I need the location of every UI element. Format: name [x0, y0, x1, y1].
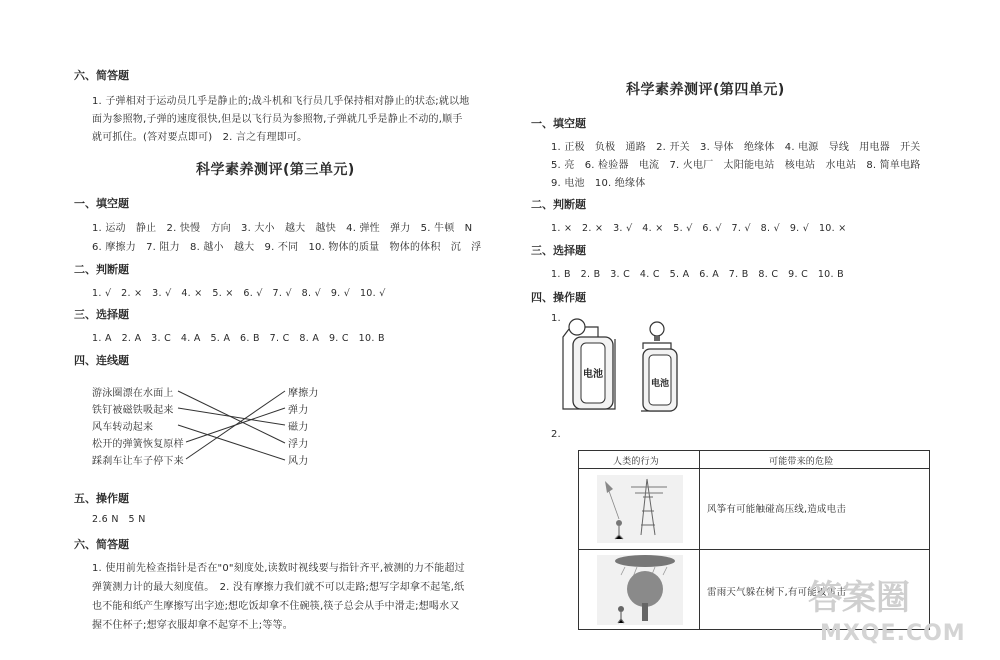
unit4-op-heading: 四、操作题 — [531, 291, 586, 304]
short-answer-heading-bottom: 六、简答题 — [74, 538, 129, 551]
connect-right-item: 摩擦力 — [288, 388, 319, 399]
unit4-choice-heading: 三、选择题 — [531, 244, 586, 257]
unit3-fill-line2: 6. 摩擦力 7. 阻力 8. 越小 越大 9. 不同 10. 物体的质量 物体的体积 沉 浮 — [92, 242, 482, 253]
connect-left-item: 风车转动起来 — [92, 422, 154, 433]
connect-left-item: 踩刹车让车子停下来 — [92, 456, 184, 467]
short-answer-bottom-line1: 1. 使用前先检查指针是否在"0"刻度处,读数时视线要与指针齐平,被测的力不能超过 — [92, 563, 465, 574]
unit3-judge-answers: 1. √ 2. × 3. √ 4. × 5. × 6. √ 7. √ 8. √ 9. √ 10. √ — [92, 288, 386, 299]
unit3-choice-heading: 三、选择题 — [74, 308, 129, 321]
unit3-connect-heading: 四、连线题 — [74, 354, 129, 367]
kite-powerline-image — [597, 475, 683, 543]
short-answer-bottom-line2: 弹簧测力计的最大刻度值。 2. 没有摩擦力我们就不可以走路;想写字却拿不起笔,纸 — [92, 582, 465, 593]
circuit-left — [563, 319, 615, 409]
unit4-op-q1-label: 1. — [551, 313, 561, 324]
table-header-danger: 可能带来的危险 — [769, 457, 834, 467]
unit3-judge-heading: 二、判断题 — [74, 263, 129, 276]
unit4-title: 科学素养测评(第四单元) — [626, 82, 785, 98]
short-answer-bottom-line4: 握不住杯子;想穿衣服却拿不起穿不上;等等。 — [92, 620, 293, 631]
battery-label: 电池 — [650, 379, 670, 389]
short-answer-top-line2: 面为参照物,子弹的速度很快,但是以飞行员为参照物,子弹就几乎是静止不动的,顺手 — [92, 114, 463, 125]
unit3-fill-line1: 1. 运动 静止 2. 快慢 方向 3. 大小 越大 越快 4. 弹性 弹力 5. 牛顿 N — [92, 223, 473, 234]
connect-right-item: 磁力 — [288, 422, 309, 433]
circuit-right — [641, 322, 677, 411]
connect-line-windmill-wind — [178, 425, 285, 460]
connect-right-item: 风力 — [288, 456, 309, 467]
bulb-icon — [650, 322, 664, 336]
circuit-diagram — [555, 315, 695, 420]
unit4-op-q2-label: 2. — [551, 429, 561, 440]
connect-line-brake-friction — [186, 391, 285, 459]
bulb-icon — [569, 319, 585, 335]
battery-label: 电池 — [583, 369, 603, 380]
table-header-behavior: 人类的行为 — [613, 457, 660, 467]
short-answer-top-line3: 就可抓住。(答对要点即可) 2. 言之有理即可。 — [92, 132, 308, 143]
unit4-judge-answers: 1. × 2. × 3. √ 4. × 5. √ 6. √ 7. √ 8. √ 9. √ 10. × — [551, 223, 847, 234]
tree-thunderstorm-image — [597, 555, 683, 625]
unit4-fill-line2: 5. 亮 6. 检验器 电流 7. 火电厂 太阳能电站 核电站 水电站 8. 简单电路 — [551, 160, 921, 171]
unit4-fill-line1: 1. 正极 负极 通路 2. 开关 3. 导体 绝缘体 4. 电源 导线 用电器 开关 — [551, 142, 921, 153]
unit4-judge-heading: 二、判断题 — [531, 198, 586, 211]
unit4-choice-answers: 1. B 2. B 3. C 4. C 5. A 6. A 7. B 8. C 9. C 10. B — [551, 269, 844, 280]
unit4-fill-heading: 一、填空题 — [531, 117, 586, 130]
watermark-url: MXQE.COM — [820, 621, 966, 646]
connect-line-nail-magnetic — [178, 408, 285, 425]
connect-left-item: 铁钉被磁铁吸起来 — [92, 405, 174, 416]
short-answer-top-line1: 1. 子弹相对于运动员几乎是静止的;战斗机和飞行员几乎保持相对静止的状态;就以地 — [92, 96, 470, 107]
unit4-fill-line3: 9. 电池 10. 绝缘体 — [551, 178, 646, 189]
connect-left-item: 游泳圈漂在水面上 — [92, 388, 174, 399]
connect-right-item: 弹力 — [288, 405, 309, 416]
short-answer-bottom-line3: 也不能和纸产生摩擦写出字迹;想吃饭却拿不住碗筷,筷子总会从手中滑走;想喝水又 — [92, 601, 460, 612]
unit3-op-heading: 五、操作题 — [74, 492, 129, 505]
unit3-choice-answers: 1. A 2. A 3. C 4. A 5. A 6. B 7. C 8. A 9. C 10. B — [92, 333, 385, 344]
watermark-logo: 答案圈 — [808, 578, 910, 618]
table-row2-danger: 雷雨天气躲在树下,有可能被雷击 — [707, 587, 847, 598]
unit3-title: 科学素养测评(第三单元) — [196, 162, 355, 178]
unit3-fill-heading: 一、填空题 — [74, 197, 129, 210]
unit3-op-answer: 2.6 N 5 N — [92, 514, 146, 525]
short-answer-heading-top: 六、简答题 — [74, 69, 129, 82]
connect-right-item: 浮力 — [288, 439, 309, 450]
connect-left-item: 松开的弹簧恢复原样 — [92, 439, 184, 450]
table-row1-danger: 风筝有可能触碰高压线,造成电击 — [707, 504, 847, 515]
